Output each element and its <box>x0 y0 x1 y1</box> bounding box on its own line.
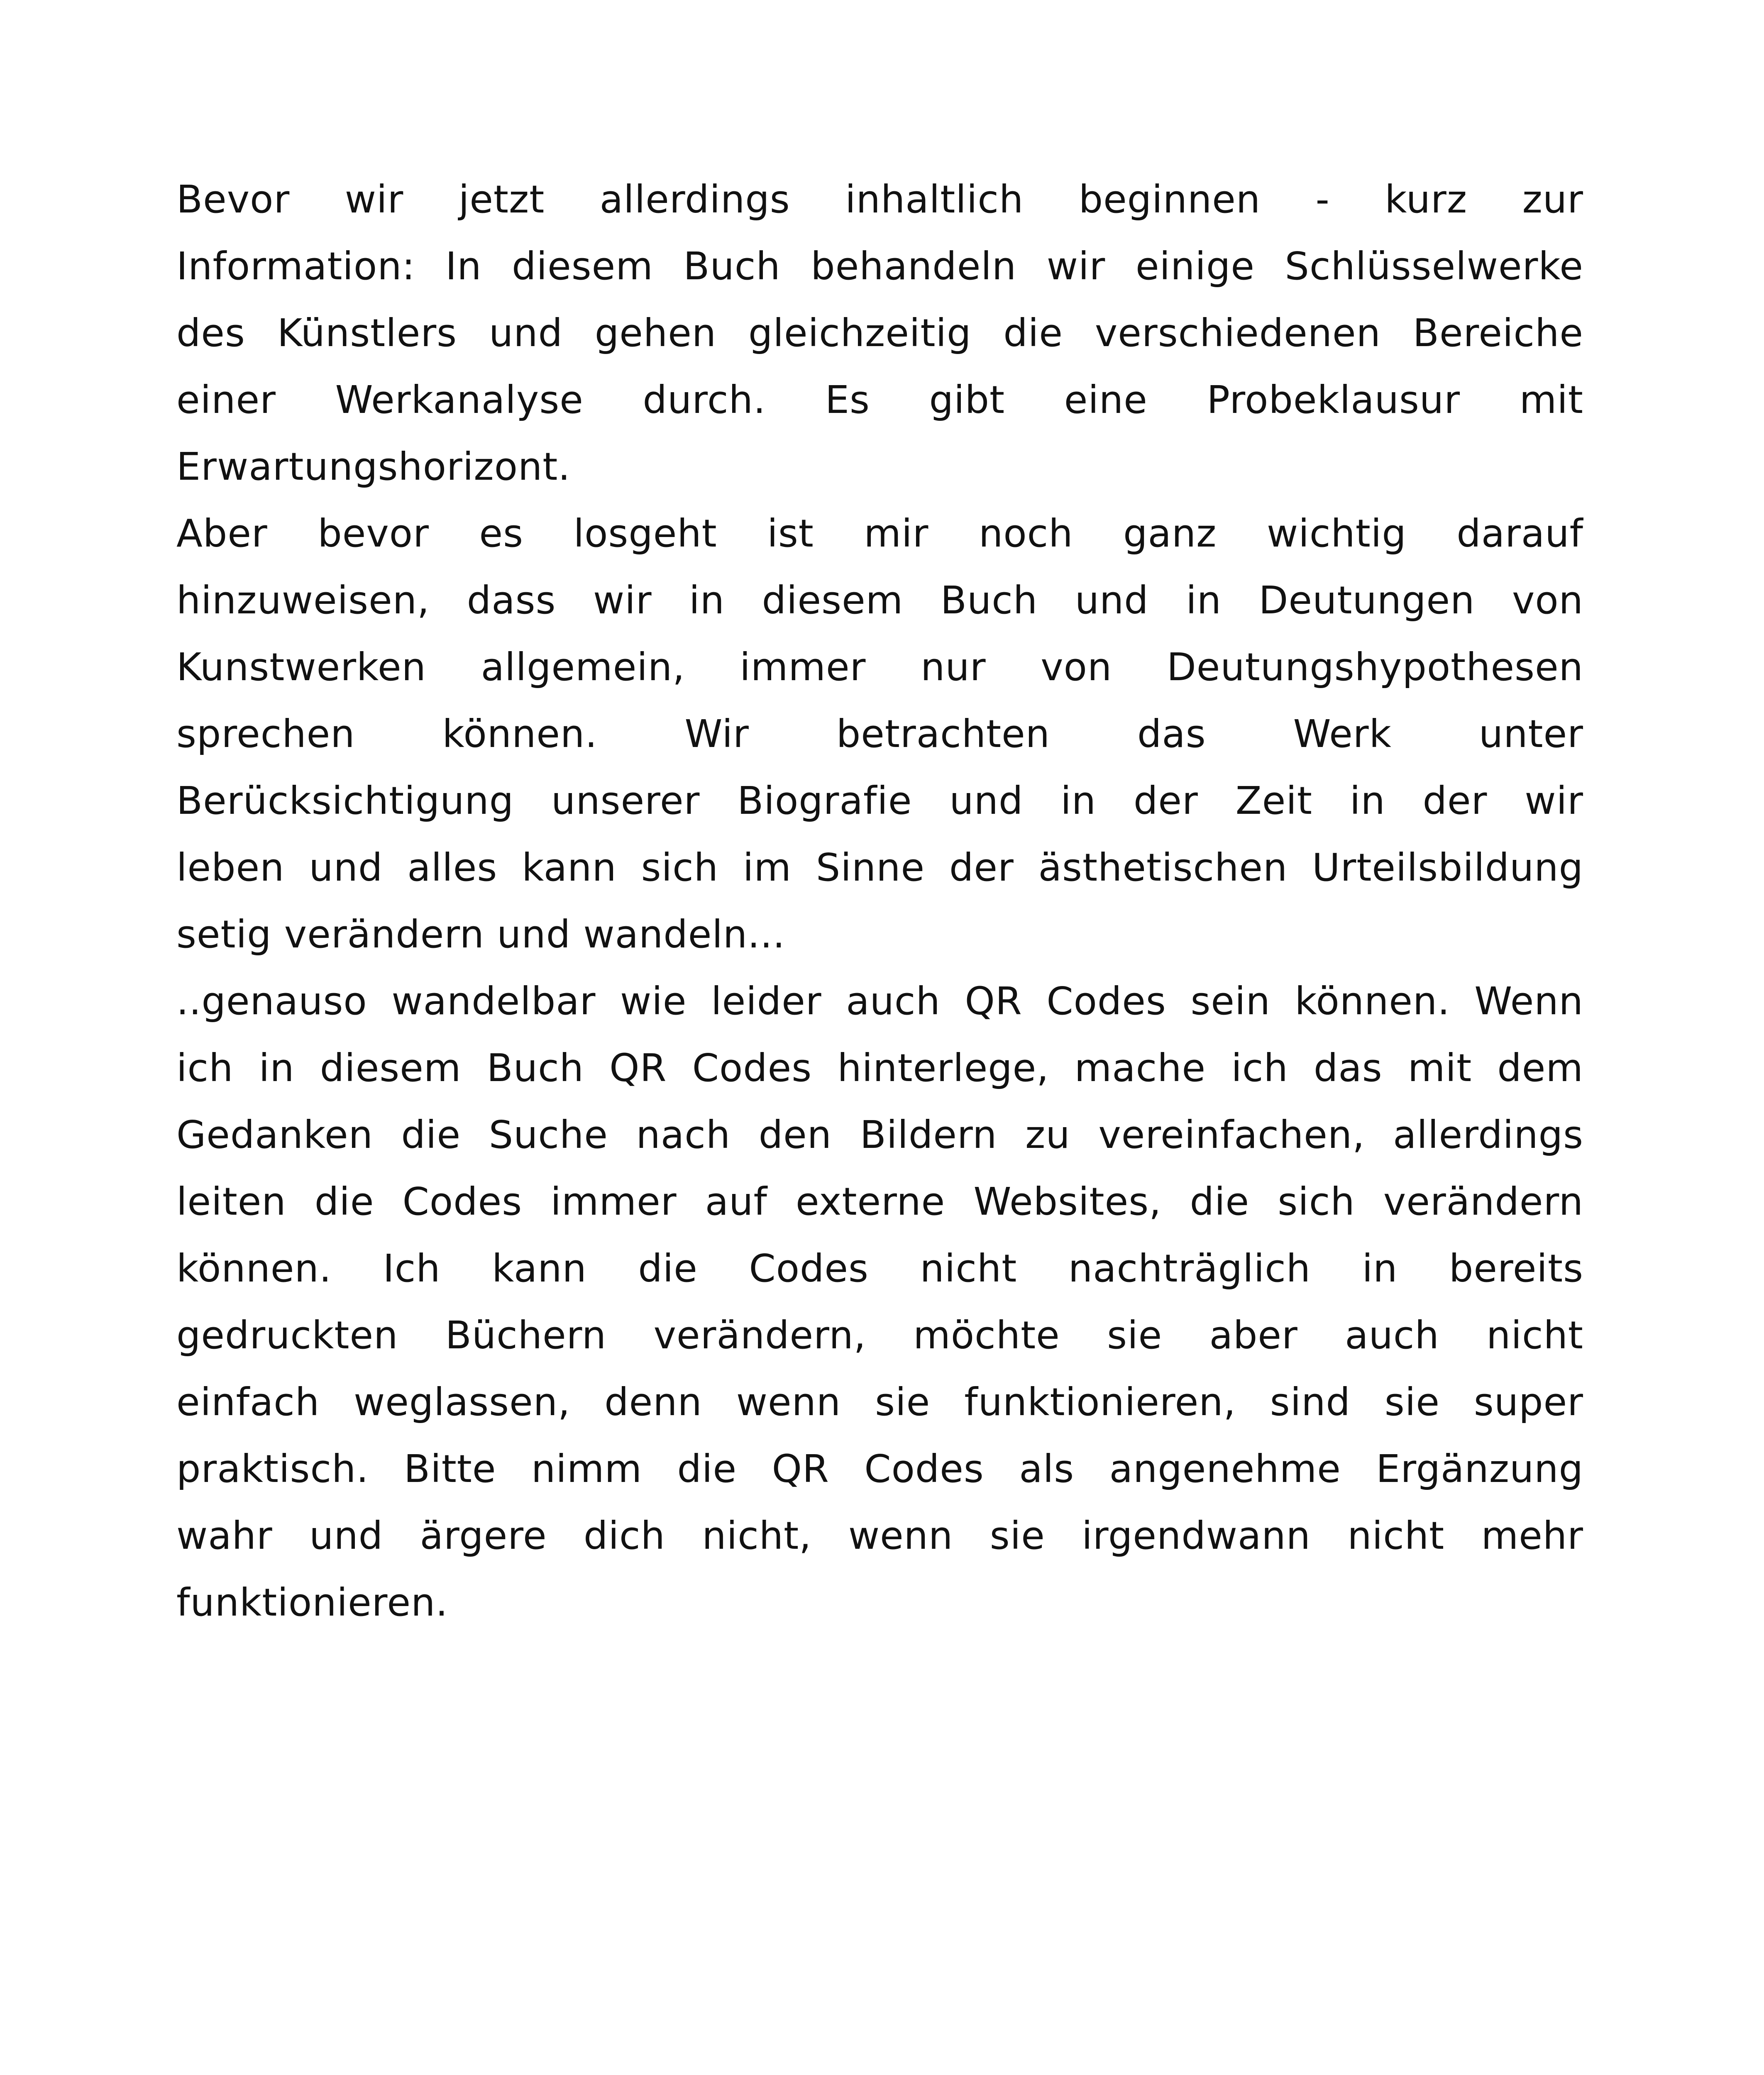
body-text <box>176 166 1583 1636</box>
text-line: Bevor wir jetzt allerdings inhaltlich beginnen - kurz zur <box>176 177 1583 222</box>
text-line: hinzuweisen, dass wir in diesem Buch und in Deutungen von <box>176 578 1583 622</box>
text-line: Berücksichtigung unserer Biografie und in der Zeit in der wir <box>176 779 1583 823</box>
text-line: Kunstwerken allgemein, immer nur von Deutungshypothesen <box>176 645 1583 689</box>
text-line: Information: In diesem Buch behandeln wir einige Schlüsselwerke <box>176 244 1583 288</box>
text-line: Erwartungshorizont. <box>176 444 571 489</box>
text-line: Aber bevor es losgeht ist mir noch ganz wichtig darauf <box>176 511 1583 556</box>
text-line: praktisch. Bitte nimm die QR Codes als angenehme Ergänzung <box>176 1447 1583 1491</box>
text-line: Gedanken die Suche nach den Bildern zu vereinfachen, allerdings <box>176 1113 1583 1157</box>
text-line: ..genauso wandelbar wie leider auch QR Codes sein können. Wenn <box>176 979 1583 1023</box>
text-line: einfach weglassen, denn wenn sie funktionieren, sind sie super <box>176 1380 1583 1424</box>
text-line: gedruckten Büchern verändern, möchte sie aber auch nicht <box>176 1313 1583 1357</box>
text-line: setig verändern und wandeln... <box>176 912 785 957</box>
text-line: leiten die Codes immer auf externe Websites, die sich verändern <box>176 1179 1583 1224</box>
text-line: können. Ich kann die Codes nicht nachträglich in bereits <box>176 1246 1583 1291</box>
text-line: funktionieren. <box>176 1580 448 1625</box>
text-line: wahr und ärgere dich nicht, wenn sie irgendwann nicht mehr <box>176 1514 1583 1558</box>
text-line: einer Werkanalyse durch. Es gibt eine Probeklausur mit <box>176 378 1583 422</box>
text-line: leben und alles kann sich im Sinne der ästhetischen Urteilsbildung <box>176 845 1583 890</box>
text-line: des Künstlers und gehen gleichzeitig die verschiedenen Bereiche <box>176 311 1583 355</box>
text-line: sprechen können. Wir betrachten das Werk unter <box>176 712 1583 756</box>
text-line: ich in diesem Buch QR Codes hinterlege, mache ich das mit dem <box>176 1046 1583 1090</box>
